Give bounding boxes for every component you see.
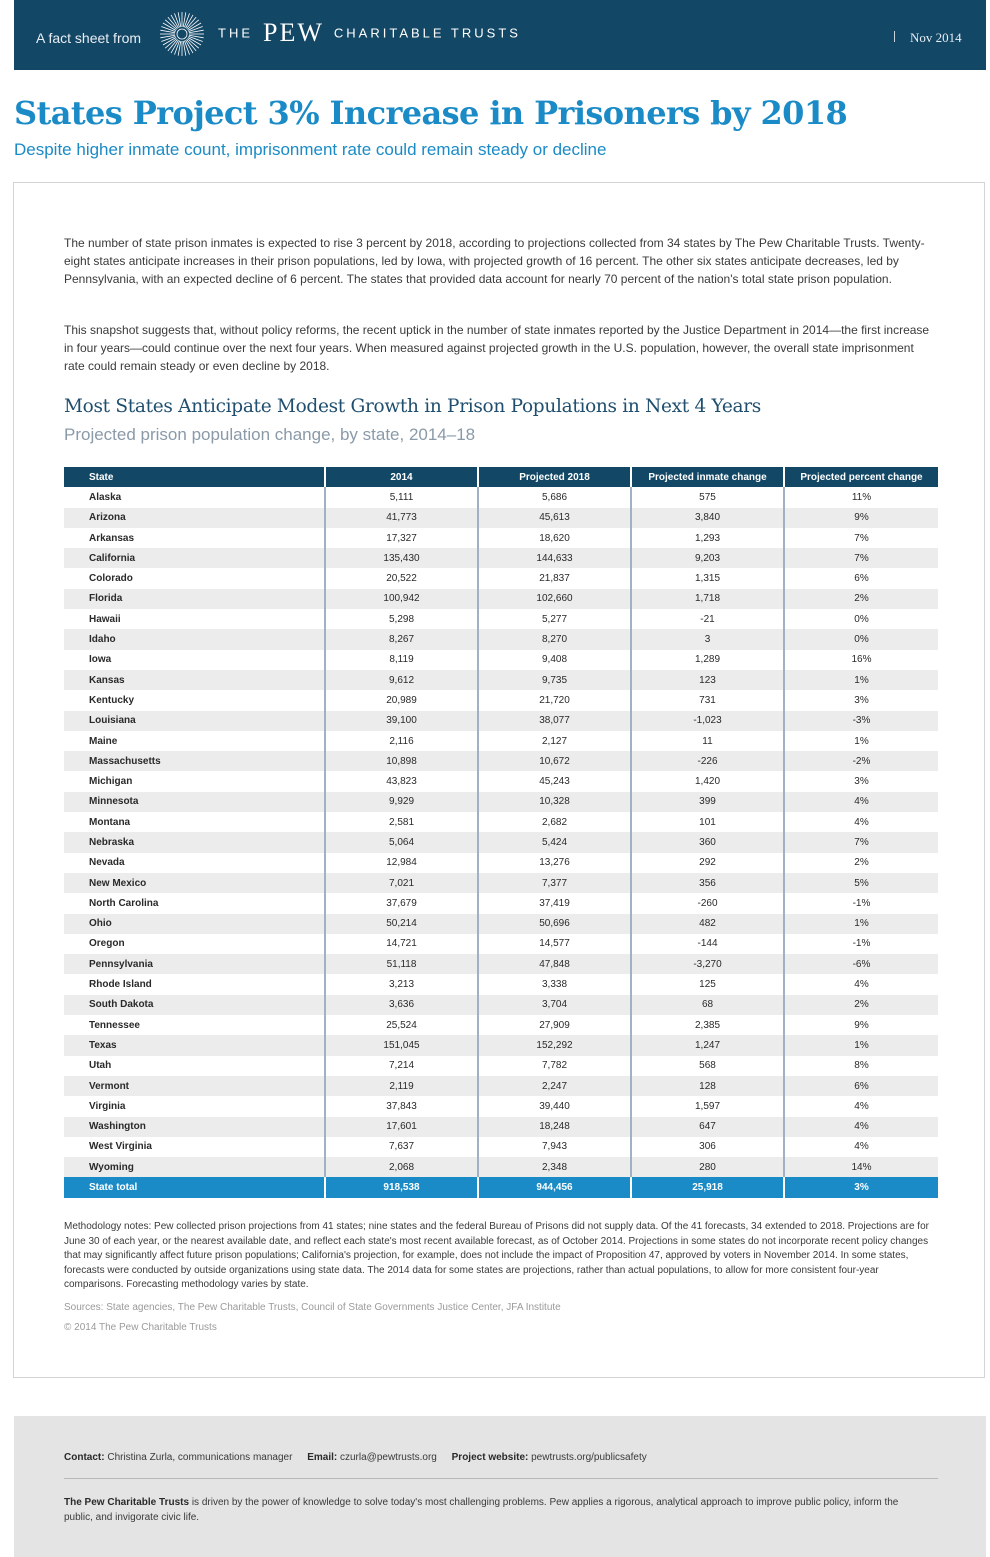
total-percent-change: 3% — [854, 1182, 869, 1194]
website-label: Project website: — [451, 1452, 529, 1463]
email-link[interactable]: czurla@pewtrusts.org — [340, 1452, 437, 1463]
cell-projected-2018: 5,277 — [479, 609, 632, 629]
org-name — [218, 18, 521, 48]
cell-inmate-change: 128 — [632, 1076, 785, 1096]
cell-percent-change: 1% — [854, 1039, 869, 1051]
cell-projected-2018: 7,377 — [479, 873, 632, 893]
cell-percent-change: -3% — [852, 715, 871, 727]
table-row — [64, 609, 938, 629]
cell-state: West Virginia — [64, 1137, 326, 1157]
column-header-projected-2018: Projected 2018 — [479, 467, 632, 487]
cell-projected-2018: 3,704 — [479, 995, 632, 1015]
table-row — [64, 771, 938, 791]
masthead — [14, 0, 986, 70]
cell-state: Virginia — [64, 1096, 326, 1116]
table-title: Most States Anticipate Modest Growth in Prison Populations in Next 4 Years — [64, 396, 761, 417]
cell-projected-2018: 45,613 — [479, 508, 632, 528]
cell-percent-change: 1% — [854, 674, 869, 686]
cell-inmate-change: 3,840 — [632, 508, 785, 528]
about-org-name: The Pew Charitable Trusts — [64, 1497, 190, 1508]
cell-inmate-change: 647 — [632, 1117, 785, 1137]
cell-projected-2018: 8,270 — [479, 629, 632, 649]
contact-line — [64, 1452, 647, 1463]
cell-state: Nevada — [64, 853, 326, 873]
cell-state: Maine — [64, 731, 326, 751]
cell-percent-change: 2% — [854, 857, 869, 869]
cell-state: Rhode Island — [64, 974, 326, 994]
table-row — [64, 1056, 938, 1076]
cell-state: Colorado — [64, 568, 326, 588]
cell-2014: 151,045 — [326, 1035, 479, 1055]
cell-percent-change: 14% — [851, 1161, 872, 1173]
cell-2014: 14,721 — [326, 934, 479, 954]
cell-2014: 2,116 — [326, 731, 479, 751]
cell-state: Iowa — [64, 650, 326, 670]
cell-inmate-change: 292 — [632, 853, 785, 873]
cell-state: Ohio — [64, 914, 326, 934]
table-row — [64, 832, 938, 852]
cell-2014: 5,298 — [326, 609, 479, 629]
cell-2014: 37,679 — [326, 893, 479, 913]
cell-2014: 3,213 — [326, 974, 479, 994]
cell-inmate-change: -144 — [632, 934, 785, 954]
cell-projected-2018: 102,660 — [479, 589, 632, 609]
cell-2014: 9,929 — [326, 792, 479, 812]
table-row — [64, 650, 938, 670]
copyright-line: © 2014 The Pew Charitable Trusts — [64, 1322, 217, 1333]
email-label: Email: — [307, 1452, 338, 1463]
cell-percent-change: 5% — [854, 877, 869, 889]
cell-inmate-change: 101 — [632, 812, 785, 832]
cell-inmate-change: 1,293 — [632, 528, 785, 548]
table-row — [64, 974, 938, 994]
cell-percent-change: 4% — [854, 816, 869, 828]
table-row — [64, 670, 938, 690]
cell-state: California — [64, 548, 326, 568]
footer — [14, 1416, 986, 1557]
total-2014: 918,538 — [326, 1177, 479, 1197]
cell-state: South Dakota — [64, 995, 326, 1015]
table-row — [64, 1137, 938, 1157]
pew-sunburst-logo-icon — [158, 10, 206, 58]
cell-projected-2018: 50,696 — [479, 914, 632, 934]
cell-2014: 12,984 — [326, 853, 479, 873]
table-row — [64, 1035, 938, 1055]
header-divider — [894, 31, 895, 42]
cell-inmate-change: -1,023 — [632, 711, 785, 731]
table-row — [64, 487, 938, 507]
cell-projected-2018: 7,943 — [479, 1137, 632, 1157]
cell-2014: 50,214 — [326, 914, 479, 934]
cell-inmate-change: 1,315 — [632, 568, 785, 588]
cell-2014: 17,327 — [326, 528, 479, 548]
cell-2014: 7,637 — [326, 1137, 479, 1157]
cell-projected-2018: 18,620 — [479, 528, 632, 548]
cell-inmate-change: 280 — [632, 1157, 785, 1177]
cell-2014: 17,601 — [326, 1117, 479, 1137]
table-row — [64, 508, 938, 528]
cell-percent-change: 4% — [854, 1121, 869, 1133]
cell-2014: 5,064 — [326, 832, 479, 852]
cell-inmate-change: 2,385 — [632, 1015, 785, 1035]
prison-projection-table — [64, 467, 938, 1198]
cell-projected-2018: 37,419 — [479, 893, 632, 913]
contact-label: Contact: — [64, 1452, 105, 1463]
cell-inmate-change: 11 — [632, 731, 785, 751]
cell-percent-change: 6% — [854, 1080, 869, 1092]
cell-percent-change: 7% — [854, 532, 869, 544]
cell-projected-2018: 5,686 — [479, 487, 632, 507]
table-row — [64, 548, 938, 568]
cell-projected-2018: 21,837 — [479, 568, 632, 588]
table-row — [64, 873, 938, 893]
cell-state: Utah — [64, 1056, 326, 1076]
methodology-notes: Methodology notes: Pew collected prison projections from 41 states; nine states and the federal Bureau of Prisons did not supply data. Of the 41 forecasts, 34 extended to 2018. Projections are for June 30 of each year, or the nearest available date, and reflect each state's most recent available forecast, as of October 2014. Projections in some states do not incorporate recent policy changes that may significantly affect future prison populations; California's projection, for example, does not include the impact of Proposition 47, approved by voters in November 2014. In some states, forecasts were conducted by outside organizations using state data. The 2014 data for some states are projections, rather than actual populations, to allow for more consistent four-year comparisons. Forecasting methodology varies by state. — [64, 1221, 929, 1291]
cell-projected-2018: 152,292 — [479, 1035, 632, 1055]
table-row — [64, 711, 938, 731]
cell-inmate-change: 731 — [632, 690, 785, 710]
total-inmate-change: 25,918 — [632, 1177, 785, 1197]
cell-percent-change: -2% — [852, 755, 871, 767]
cell-inmate-change: -260 — [632, 893, 785, 913]
cell-percent-change: 3% — [854, 776, 869, 788]
cell-state: Alaska — [64, 487, 326, 507]
cell-2014: 20,989 — [326, 690, 479, 710]
cell-percent-change: 2% — [854, 999, 869, 1011]
cell-projected-2018: 5,424 — [479, 832, 632, 852]
cell-percent-change: 9% — [854, 1019, 869, 1031]
table-row — [64, 1096, 938, 1116]
cell-percent-change: -1% — [852, 938, 871, 950]
cell-2014: 39,100 — [326, 711, 479, 731]
cell-projected-2018: 144,633 — [479, 548, 632, 568]
table-row — [64, 792, 938, 812]
cell-percent-change: 16% — [851, 654, 872, 666]
column-header-2014: 2014 — [326, 467, 479, 487]
cell-2014: 3,636 — [326, 995, 479, 1015]
cell-state: Wyoming — [64, 1157, 326, 1177]
cell-inmate-change: 68 — [632, 995, 785, 1015]
cell-2014: 43,823 — [326, 771, 479, 791]
cell-projected-2018: 21,720 — [479, 690, 632, 710]
cell-state: Arizona — [64, 508, 326, 528]
cell-state: Washington — [64, 1117, 326, 1137]
cell-state: Texas — [64, 1035, 326, 1055]
cell-2014: 2,119 — [326, 1076, 479, 1096]
table-row — [64, 1015, 938, 1035]
cell-state: North Carolina — [64, 893, 326, 913]
cell-projected-2018: 2,348 — [479, 1157, 632, 1177]
cell-percent-change: 7% — [854, 836, 869, 848]
cell-state: Massachusetts — [64, 751, 326, 771]
cell-state: Vermont — [64, 1076, 326, 1096]
table-subtitle: Projected prison population change, by state, 2014–18 — [64, 425, 476, 444]
table-row — [64, 589, 938, 609]
intro-paragraph-2: This snapshot suggests that, without policy reforms, the recent uptick in the number of state inmates reported by the Justice Department in 2014—the first increase in four years—could continue over the next four years. When measured against projected growth in the U.S. population, however, the overall state imprisonment rate could remain steady or even decline by 2018. — [64, 323, 930, 373]
table-row — [64, 1157, 938, 1177]
cell-projected-2018: 3,338 — [479, 974, 632, 994]
cell-projected-2018: 14,577 — [479, 934, 632, 954]
cell-projected-2018: 9,408 — [479, 650, 632, 670]
cell-state: Hawaii — [64, 609, 326, 629]
contact-name: Christina Zurla, communications manager — [107, 1452, 293, 1463]
column-header-inmate-change: Projected inmate change — [632, 467, 785, 487]
org-the: THE — [218, 25, 253, 41]
table-row — [64, 812, 938, 832]
page-title: States Project 3% Increase in Prisoners by 2018 — [14, 94, 848, 132]
cell-projected-2018: 27,909 — [479, 1015, 632, 1035]
cell-projected-2018: 13,276 — [479, 853, 632, 873]
cell-state: Michigan — [64, 771, 326, 791]
cell-inmate-change: 9,203 — [632, 548, 785, 568]
cell-inmate-change: 1,247 — [632, 1035, 785, 1055]
cell-state: Minnesota — [64, 792, 326, 812]
org-rest: CHARITABLE TRUSTS — [333, 25, 521, 41]
about-pew — [64, 1495, 924, 1525]
cell-inmate-change: -21 — [632, 609, 785, 629]
cell-percent-change: 4% — [854, 796, 869, 808]
sources-line: Sources: State agencies, The Pew Charitable Trusts, Council of State Governments Justice Center, JFA Institute — [64, 1302, 561, 1313]
cell-inmate-change: 356 — [632, 873, 785, 893]
cell-2014: 2,068 — [326, 1157, 479, 1177]
table-total-row — [64, 1177, 938, 1197]
cell-projected-2018: 10,328 — [479, 792, 632, 812]
cell-inmate-change: 360 — [632, 832, 785, 852]
table-row — [64, 914, 938, 934]
cell-percent-change: 2% — [854, 593, 869, 605]
cell-percent-change: 6% — [854, 573, 869, 585]
cell-percent-change: 9% — [854, 512, 869, 524]
cell-inmate-change: -226 — [632, 751, 785, 771]
table-row — [64, 751, 938, 771]
footer-divider — [64, 1478, 938, 1479]
cell-inmate-change: -3,270 — [632, 954, 785, 974]
table-row — [64, 954, 938, 974]
page-subtitle: Despite higher inmate count, imprisonment rate could remain steady or decline — [14, 140, 607, 159]
about-text: is driven by the power of knowledge to solve today's most challenging problems. Pew applies a rigorous, analytical approach to improve public policy, inform the public, and invigorate civic life. — [64, 1497, 899, 1523]
cell-2014: 25,524 — [326, 1015, 479, 1035]
table-row — [64, 995, 938, 1015]
fact-sheet-label: A fact sheet from — [36, 30, 142, 46]
table-row — [64, 690, 938, 710]
cell-inmate-change: 123 — [632, 670, 785, 690]
cell-inmate-change: 1,597 — [632, 1096, 785, 1116]
column-header-percent-change: Projected percent change — [800, 471, 923, 483]
cell-inmate-change: 1,420 — [632, 771, 785, 791]
cell-percent-change: 11% — [851, 491, 872, 503]
cell-state: Tennessee — [64, 1015, 326, 1035]
cell-2014: 20,522 — [326, 568, 479, 588]
cell-inmate-change: 1,718 — [632, 589, 785, 609]
cell-percent-change: -1% — [852, 897, 871, 909]
cell-inmate-change: 1,289 — [632, 650, 785, 670]
cell-projected-2018: 10,672 — [479, 751, 632, 771]
column-header-state: State — [64, 467, 326, 487]
cell-percent-change: 3% — [854, 694, 869, 706]
cell-state: Idaho — [64, 629, 326, 649]
cell-2014: 10,898 — [326, 751, 479, 771]
cell-inmate-change: 125 — [632, 974, 785, 994]
cell-2014: 2,581 — [326, 812, 479, 832]
cell-inmate-change: 3 — [632, 629, 785, 649]
org-pew: PEW — [263, 18, 324, 47]
cell-projected-2018: 45,243 — [479, 771, 632, 791]
table-row — [64, 934, 938, 954]
table-row — [64, 1117, 938, 1137]
cell-projected-2018: 2,247 — [479, 1076, 632, 1096]
cell-projected-2018: 47,848 — [479, 954, 632, 974]
cell-state: Florida — [64, 589, 326, 609]
cell-state: New Mexico — [64, 873, 326, 893]
cell-projected-2018: 38,077 — [479, 711, 632, 731]
cell-percent-change: 0% — [854, 634, 869, 646]
table-body — [64, 487, 938, 1177]
cell-state: Nebraska — [64, 832, 326, 852]
cell-2014: 7,214 — [326, 1056, 479, 1076]
cell-percent-change: 4% — [854, 1141, 869, 1153]
cell-state: Oregon — [64, 934, 326, 954]
cell-projected-2018: 39,440 — [479, 1096, 632, 1116]
cell-state: Kansas — [64, 670, 326, 690]
cell-percent-change: -6% — [852, 958, 871, 970]
cell-projected-2018: 2,682 — [479, 812, 632, 832]
table-row — [64, 629, 938, 649]
table-header-row — [64, 467, 938, 487]
cell-percent-change: 0% — [854, 613, 869, 625]
cell-percent-change: 8% — [854, 1060, 869, 1072]
cell-inmate-change: 306 — [632, 1137, 785, 1157]
cell-percent-change: 1% — [854, 735, 869, 747]
cell-2014: 37,843 — [326, 1096, 479, 1116]
cell-projected-2018: 2,127 — [479, 731, 632, 751]
cell-state: Montana — [64, 812, 326, 832]
cell-state: Pennsylvania — [64, 954, 326, 974]
intro-paragraph-1: The number of state prison inmates is expected to rise 3 percent by 2018, according to projections collected from 34 states by The Pew Charitable Trusts. Twenty-eight states anticipate increases in their prison populations, led by Iowa, with projected growth of 16 percent. The other six states anticipate decreases, led by Pennsylvania, with an expected decline of 6 percent. The states that provided data account for nearly 70 percent of the nation's total state prison population. — [64, 236, 925, 286]
cell-2014: 41,773 — [326, 508, 479, 528]
cell-2014: 135,430 — [326, 548, 479, 568]
cell-2014: 5,111 — [326, 487, 479, 507]
cell-state: Louisiana — [64, 711, 326, 731]
cell-inmate-change: 568 — [632, 1056, 785, 1076]
cell-2014: 8,267 — [326, 629, 479, 649]
website-link[interactable]: pewtrusts.org/publicsafety — [531, 1452, 647, 1463]
cell-inmate-change: 575 — [632, 487, 785, 507]
table-row — [64, 853, 938, 873]
cell-2014: 8,119 — [326, 650, 479, 670]
table-row — [64, 568, 938, 588]
total-label: State total — [64, 1177, 326, 1197]
cell-projected-2018: 9,735 — [479, 670, 632, 690]
cell-percent-change: 7% — [854, 552, 869, 564]
cell-projected-2018: 18,248 — [479, 1117, 632, 1137]
cell-state: Kentucky — [64, 690, 326, 710]
table-row — [64, 528, 938, 548]
cell-2014: 9,612 — [326, 670, 479, 690]
publication-date: Nov 2014 — [910, 30, 962, 45]
cell-2014: 100,942 — [326, 589, 479, 609]
table-row — [64, 731, 938, 751]
cell-percent-change: 1% — [854, 918, 869, 930]
cell-inmate-change: 482 — [632, 914, 785, 934]
cell-state: Arkansas — [64, 528, 326, 548]
cell-2014: 7,021 — [326, 873, 479, 893]
cell-percent-change: 4% — [854, 1100, 869, 1112]
cell-projected-2018: 7,782 — [479, 1056, 632, 1076]
table-row — [64, 1076, 938, 1096]
cell-percent-change: 4% — [854, 979, 869, 991]
cell-2014: 51,118 — [326, 954, 479, 974]
cell-inmate-change: 399 — [632, 792, 785, 812]
table-row — [64, 893, 938, 913]
total-projected-2018: 944,456 — [479, 1177, 632, 1197]
